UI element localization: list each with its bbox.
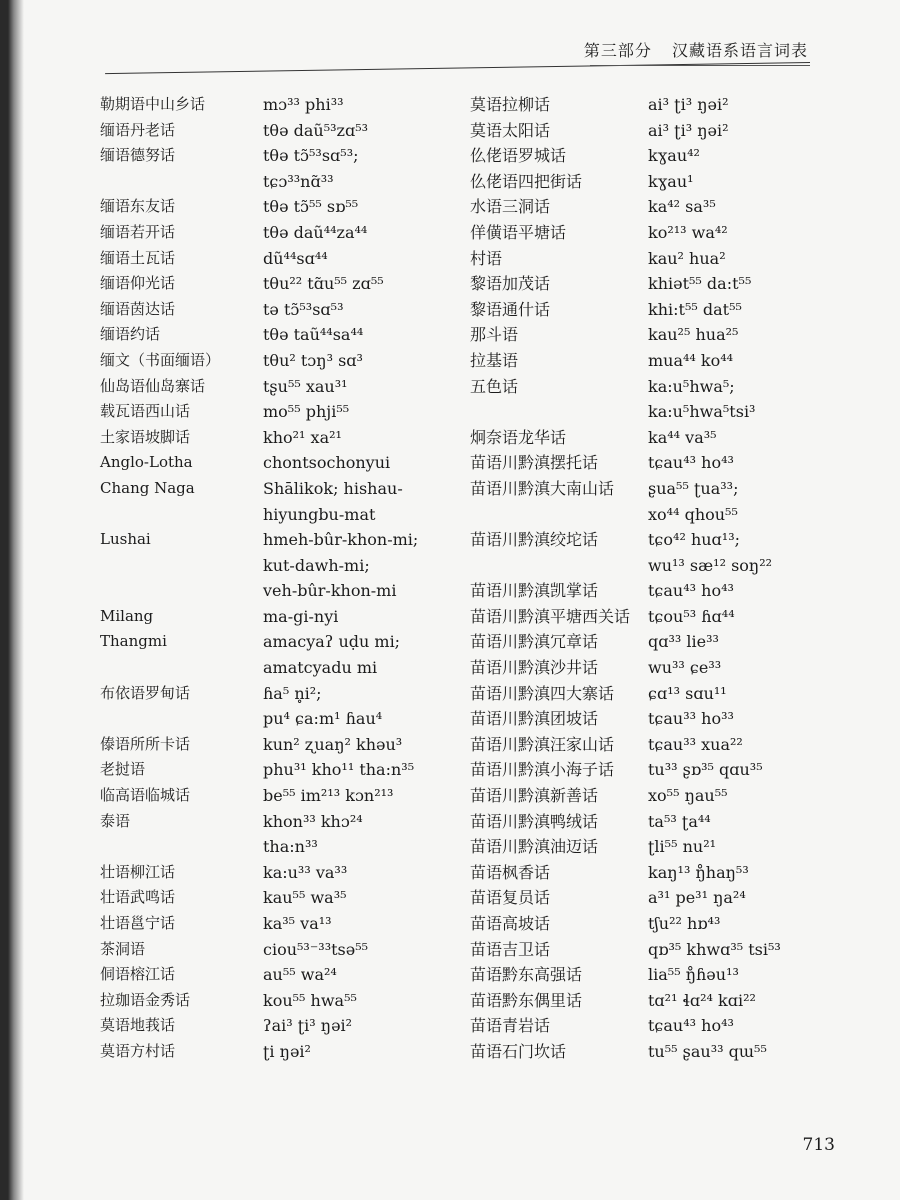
word-form: kɣau⁴² xyxy=(648,146,700,166)
word-form: tɕau³³ xua²² xyxy=(648,734,743,754)
language-name: 缅语丹老话 xyxy=(100,120,176,139)
word-form: veh-bûr-khon-mi xyxy=(263,581,397,601)
language-name: 傣语所所卡话 xyxy=(100,734,191,753)
language-name: 缅语约话 xyxy=(100,325,161,344)
word-form: tθə taũ⁴⁴sa⁴⁴ xyxy=(263,325,364,345)
language-name: 那斗语 xyxy=(470,325,519,345)
language-name: 勒期语中山乡话 xyxy=(100,95,206,113)
language-name: Lushai xyxy=(100,530,151,549)
word-form: kho²¹ xa²¹ xyxy=(263,427,342,447)
language-name: 苗语川黔滇四大寨话 xyxy=(470,683,615,703)
language-name: 水语三洞话 xyxy=(470,197,551,217)
word-form: mo⁵⁵ phji⁵⁵ xyxy=(263,402,350,422)
language-name: 仫佬语罗城话 xyxy=(470,146,567,166)
word-form: ɕɑ¹³ sɑu¹¹ xyxy=(648,683,727,703)
language-name: 苗语川黔滇摆托话 xyxy=(470,453,599,473)
word-form: ciou⁵³⁻³³tsə⁵⁵ xyxy=(263,939,369,959)
word-form: ka:u⁵hwa⁵; xyxy=(648,376,735,396)
word-form: khi:t⁵⁵ dat⁵⁵ xyxy=(648,299,742,319)
header-rule-right xyxy=(590,65,810,66)
language-name: 缅语茵达话 xyxy=(100,299,176,318)
language-name: 苗语黔东偶里话 xyxy=(470,990,583,1010)
language-name: 苗语川黔滇大南山话 xyxy=(470,478,615,498)
word-form: tθə daũ⁴⁴za⁴⁴ xyxy=(263,222,368,242)
language-name: 缅语仰光话 xyxy=(100,274,176,293)
left-language-names-column xyxy=(100,92,260,1065)
word-form: ka⁴⁴ va³⁵ xyxy=(648,427,717,447)
word-form: chontsochonyui xyxy=(263,453,391,473)
word-form: ai³ ʈi³ ŋəi² xyxy=(648,95,729,114)
word-form: ɦa⁵ n̥i²; xyxy=(263,683,322,703)
language-name: 缅语土瓦话 xyxy=(100,248,176,267)
language-name: Thangmi xyxy=(100,632,167,651)
language-name: 苗语青岩话 xyxy=(470,1016,551,1036)
word-form: tɕɔ³³nɑ̃³³ xyxy=(263,171,334,191)
word-form: wu³³ ɕe³³ xyxy=(648,658,722,678)
language-name: 莫语拉柳话 xyxy=(470,95,551,114)
header-rule xyxy=(105,62,810,74)
language-name: 缅语德努话 xyxy=(100,146,176,165)
language-name: 五色话 xyxy=(470,376,519,396)
word-form: tə tɔ̃⁵³sɑ⁵³ xyxy=(263,299,344,319)
word-form: ʂua⁵⁵ ʈua³³; xyxy=(648,478,739,498)
language-name: 拉基语 xyxy=(470,350,519,370)
word-form: mua⁴⁴ ko⁴⁴ xyxy=(648,350,734,370)
page-number: 713 xyxy=(802,1135,835,1155)
word-form: ka⁴² sa³⁵ xyxy=(648,197,716,217)
language-name: 苗语高坡话 xyxy=(470,914,551,933)
word-form: tθu² tɔŋ³ sɑ³ xyxy=(263,350,363,370)
word-form: lia⁵⁵ ŋ̊ɦəu¹³ xyxy=(648,965,739,985)
word-form: khiət⁵⁵ da:t⁵⁵ xyxy=(648,274,752,294)
word-form: tʃu²² hɒ⁴³ xyxy=(648,914,721,933)
word-form: ka:u⁵hwa⁵tsi³ xyxy=(648,402,756,422)
language-name: 苗语川黔滇小海子话 xyxy=(470,760,615,780)
language-name: 莫语方村话 xyxy=(100,1041,176,1060)
word-form: kau² hua² xyxy=(648,248,726,268)
language-name xyxy=(100,578,260,604)
word-form: wu¹³ sæ¹² soŋ²² xyxy=(648,555,773,575)
word-form: tɕo⁴² huɑ¹³; xyxy=(648,530,741,550)
language-name: 苗语川黔滇凯掌话 xyxy=(470,581,599,601)
language-name: 黎语通什话 xyxy=(470,299,551,319)
language-name: Milang xyxy=(100,606,154,625)
word-form: tɕou⁵³ ɦɑ⁴⁴ xyxy=(648,606,735,626)
language-name: 苗语复员话 xyxy=(470,888,551,908)
word-form: phu³¹ kho¹¹ tha:n³⁵ xyxy=(263,760,415,780)
word-form: xo⁵⁵ ŋau⁵⁵ xyxy=(648,786,728,806)
language-name: 缅语若开话 xyxy=(100,222,176,241)
word-form: ma-gi-nyi xyxy=(263,606,339,626)
word-form: kun² ʐuaŋ² khəu³ xyxy=(263,734,403,754)
language-name: 黎语加茂话 xyxy=(470,274,551,294)
language-name: 拉珈语金秀话 xyxy=(100,990,191,1009)
word-form: tɕau³³ ho³³ xyxy=(648,709,734,729)
word-form: ʈi ŋəi² xyxy=(263,1041,311,1061)
word-form: tθə tɔ̃⁵³sɑ⁵³; xyxy=(263,146,359,166)
language-name xyxy=(100,169,260,195)
language-name xyxy=(100,553,260,579)
language-name: 苗语枫香话 xyxy=(470,862,551,882)
language-name: 临高语临城话 xyxy=(100,786,191,805)
word-form: kau⁵⁵ wa³⁵ xyxy=(263,888,347,908)
language-name: 仙岛语仙岛寨话 xyxy=(100,376,206,395)
word-form: ʔai³ ʈi³ ŋəi² xyxy=(263,1016,353,1036)
word-form: qɑ³³ lie³³ xyxy=(648,632,719,652)
language-name: 莫语太阳话 xyxy=(470,120,551,140)
language-name: 苗语川黔滇油迈话 xyxy=(470,837,599,857)
word-form: mɔ³³ phi³³ xyxy=(263,95,344,114)
language-name: 壮语邕宁话 xyxy=(100,914,176,932)
language-name: 苗语吉卫话 xyxy=(470,939,551,959)
word-form: tɑ²¹ ɬɑ²⁴ kɑi²² xyxy=(648,990,756,1010)
language-name: 苗语川黔滇鸭绒话 xyxy=(470,811,599,831)
word-form: be⁵⁵ im²¹³ kɔn²¹³ xyxy=(263,786,394,806)
header-title: 汉藏语系语言词表 xyxy=(671,41,808,60)
word-form: tɕau⁴³ ho⁴³ xyxy=(648,581,734,601)
language-name xyxy=(470,399,645,425)
language-name xyxy=(470,502,645,528)
language-name: 泰语 xyxy=(100,811,131,830)
word-form: tʂu⁵⁵ xau³¹ xyxy=(263,376,348,396)
language-name: 佯僙语平塘话 xyxy=(470,222,567,242)
word-form: kau²⁵ hua²⁵ xyxy=(648,325,739,345)
language-name: 苗语川黔滇沙井话 xyxy=(470,658,599,678)
word-form: ta⁵³ ʈa⁴⁴ xyxy=(648,811,711,831)
word-form: tθu²² tɑ̃u⁵⁵ zɑ⁵⁵ xyxy=(263,274,384,294)
language-name xyxy=(100,706,260,732)
word-form: au⁵⁵ wa²⁴ xyxy=(263,965,337,985)
language-name xyxy=(100,502,260,528)
word-form: tɕau⁴³ ho⁴³ xyxy=(648,453,734,473)
word-form: tθə tɔ̃⁵⁵ sɒ⁵⁵ xyxy=(263,197,359,217)
language-name: 苗语川黔滇绞坨话 xyxy=(470,530,599,550)
language-name: 布依语罗甸话 xyxy=(100,683,191,702)
language-name: 载瓦语西山话 xyxy=(100,402,191,421)
word-form: ka³⁵ va¹³ xyxy=(263,914,332,933)
language-name: 苗语川黔滇汪家山话 xyxy=(470,734,615,754)
language-name: 茶洞语 xyxy=(100,939,146,958)
word-form: kɣau¹ xyxy=(648,171,694,191)
word-form: tθə daũ⁵³zɑ⁵³ xyxy=(263,120,369,140)
word-form: kut-dawh-mi; xyxy=(263,555,370,575)
word-form: ka:u³³ va³³ xyxy=(263,862,348,882)
word-form: kaŋ¹³ ŋ̊haŋ⁵³ xyxy=(648,862,749,882)
language-name: 苗语川黔滇新善话 xyxy=(470,786,599,806)
word-form: hiyungbu-mat xyxy=(263,504,376,524)
language-name: 苗语川黔滇冗章话 xyxy=(470,632,599,652)
language-name: 村语 xyxy=(470,248,503,268)
language-name: 缅语东友话 xyxy=(100,197,176,216)
language-name xyxy=(100,834,260,860)
word-form: tu³³ ʂɒ³⁵ qɑu³⁵ xyxy=(648,760,763,780)
word-form: amatcyadu mi xyxy=(263,658,378,678)
word-form: dũ⁴⁴sɑ⁴⁴ xyxy=(263,248,328,268)
language-name: Chang Naga xyxy=(100,478,195,497)
word-form: pu⁴ ɕa:m¹ ɦau⁴ xyxy=(263,709,383,729)
language-name: 壮语柳江话 xyxy=(100,862,176,881)
word-form: khon³³ khɔ²⁴ xyxy=(263,811,363,831)
word-form: a³¹ pe³¹ ŋa²⁴ xyxy=(648,888,746,908)
running-header xyxy=(570,38,808,61)
language-name: 炯奈语龙华话 xyxy=(470,427,567,447)
language-name: 壮语武鸣话 xyxy=(100,888,176,907)
word-form: amacyaʔ uḍu mi; xyxy=(263,632,401,652)
language-name: 老挝语 xyxy=(100,760,146,779)
language-name: 仫佬语四把街话 xyxy=(470,171,583,191)
word-form: qɒ³⁵ khwɑ³⁵ tsi⁵³ xyxy=(648,939,781,959)
language-name: 苗语黔东高强话 xyxy=(470,965,583,985)
language-name xyxy=(470,553,645,579)
word-form: ai³ ʈi³ ŋəi² xyxy=(648,120,729,140)
language-name: Anglo-Lotha xyxy=(100,453,193,472)
right-word-forms-column xyxy=(648,92,848,1065)
word-form: tɕau⁴³ ho⁴³ xyxy=(648,1016,734,1036)
left-word-forms-column xyxy=(263,92,463,1065)
language-name: 土家语坡脚话 xyxy=(100,427,191,446)
word-form: xo⁴⁴ qhou⁵⁵ xyxy=(648,504,738,524)
language-name: 苗语石门坎话 xyxy=(470,1041,567,1061)
language-name: 侗语榕江话 xyxy=(100,965,176,984)
word-form: hmeh-bûr-khon-mi; xyxy=(263,530,419,550)
word-form: ko²¹³ wa⁴² xyxy=(648,222,728,242)
right-language-names-column xyxy=(470,92,645,1065)
language-name: 缅文（书面缅语） xyxy=(100,350,221,369)
word-form: ʈli⁵⁵ nu²¹ xyxy=(648,837,717,857)
page-binding-shadow xyxy=(0,0,24,1200)
word-form: kou⁵⁵ hwa⁵⁵ xyxy=(263,990,357,1010)
word-form: tha:n³³ xyxy=(263,837,318,857)
language-name: 莫语地莪话 xyxy=(100,1016,176,1035)
language-name xyxy=(100,655,260,681)
word-form: tu⁵⁵ ʂau³³ qɯ⁵⁵ xyxy=(648,1041,767,1061)
header-part: 第三部分 xyxy=(583,41,652,60)
word-form: Shālikok; hishau- xyxy=(263,478,403,498)
language-name: 苗语川黔滇团坡话 xyxy=(470,709,599,729)
language-name: 苗语川黔滇平塘西关话 xyxy=(470,606,631,626)
